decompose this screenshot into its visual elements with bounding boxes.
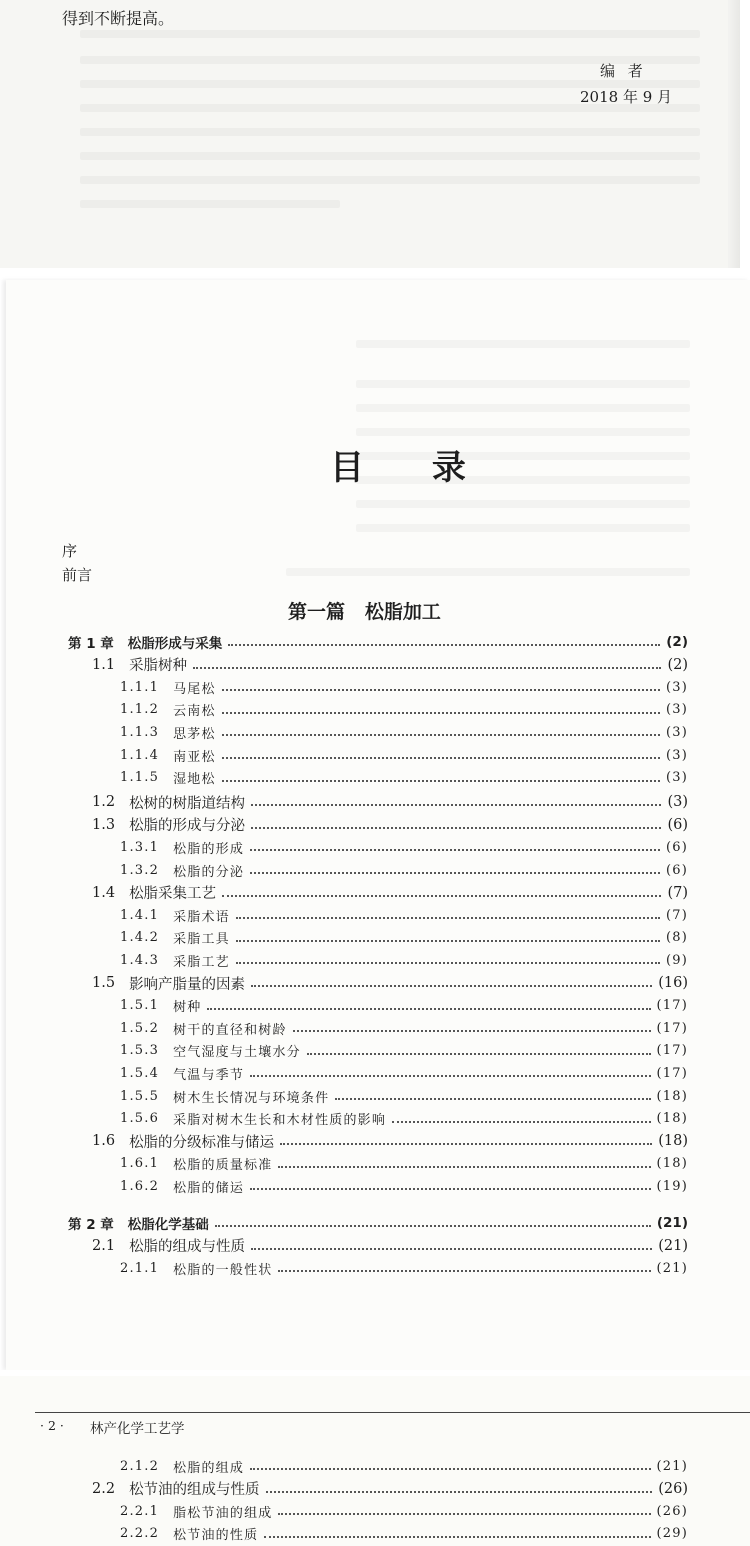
toc-entry-title: 马尾松 [173, 681, 216, 697]
running-header-book-title: 林产化学工艺学 [90, 1421, 185, 1437]
toc-entry-title: 采脂工具 [173, 932, 230, 948]
toc-entry-number: 1.4.1 [120, 907, 160, 923]
toc-entry-page: (17) [656, 1065, 688, 1081]
toc-entry-title: 松脂的一般性状 [173, 1262, 273, 1278]
toc-entry-page: (8) [665, 930, 688, 946]
bleed-through [80, 200, 340, 208]
toc-entry-title: 云南松 [173, 704, 216, 720]
toc-entry-number: 1.6 [92, 1133, 116, 1150]
toc-entry[interactable] [120, 721, 688, 743]
dot-leader [266, 1491, 653, 1493]
toc-entry-number: 1.5 [92, 975, 116, 991]
toc-entry-number: 1.1.2 [120, 702, 160, 718]
bleed-through [356, 380, 690, 388]
bleed-through [356, 524, 690, 532]
toc-entry-number: 1.2 [92, 794, 116, 811]
toc-entry-page: (26) [656, 1503, 688, 1519]
toc-entry[interactable] [120, 1153, 688, 1175]
toc-entry[interactable] [120, 904, 688, 926]
toc-front-item: 序 [62, 542, 78, 560]
toc-entry-title: 树种 [173, 1000, 202, 1016]
dot-leader [250, 1075, 650, 1077]
dot-leader [251, 985, 652, 987]
toc-entry-number: 1.5.6 [120, 1111, 160, 1127]
toc-entry-page: (17) [656, 1043, 688, 1059]
toc-entry-number: 1.5.4 [120, 1065, 160, 1081]
toc-entry[interactable] [120, 836, 688, 858]
toc-entry-number: 1.4 [92, 884, 116, 901]
toc-entry[interactable] [120, 1085, 688, 1107]
toc-entry-page: (29) [656, 1526, 688, 1542]
toc-entry[interactable] [120, 859, 688, 881]
toc-entry-title: 湿地松 [173, 772, 216, 788]
dot-leader [222, 734, 660, 736]
dot-leader [307, 1053, 651, 1055]
dot-leader [222, 689, 660, 691]
toc-entry-page: (18) [658, 1133, 688, 1150]
toc-entry[interactable] [120, 1040, 688, 1062]
toc-entry[interactable] [120, 1108, 688, 1130]
toc-entry-title: 松脂形成与采集 [127, 636, 223, 652]
toc-entry-number: 1.1.4 [120, 747, 160, 763]
toc-entry[interactable] [68, 631, 688, 653]
toc-entry-title: 南亚松 [173, 749, 216, 765]
toc-entry-title: 采脂对树木生长和木材性质的影响 [173, 1113, 387, 1129]
dot-leader [250, 1468, 650, 1470]
toc-entry-page: (21) [656, 1215, 688, 1231]
toc-entry[interactable] [120, 767, 688, 789]
toc-entry-title: 松脂的分级标准与储运 [129, 1134, 275, 1151]
toc-entry-page: (17) [656, 998, 688, 1014]
toc-entry-title: 松脂的分泌 [173, 864, 245, 880]
toc-entry-number: 1.5.5 [120, 1088, 160, 1104]
toc-entry-number: 2.2.2 [120, 1526, 160, 1542]
toc-entry[interactable] [120, 1455, 688, 1477]
dot-leader [392, 1121, 650, 1123]
toc-entry[interactable] [120, 676, 688, 698]
toc-entry[interactable] [120, 1523, 688, 1545]
dot-leader [264, 1536, 650, 1538]
toc-entry-title: 松脂的形成与分泌 [129, 818, 246, 835]
toc-entry-title: 影响产脂量的因素 [129, 976, 246, 993]
preface-date: 2018 年 9 月 [580, 88, 673, 106]
toc-entry[interactable] [92, 791, 688, 813]
dot-leader [250, 872, 660, 874]
toc-entry-number: 2.1 [92, 1237, 116, 1254]
toc-entry-page: (3) [665, 770, 688, 786]
toc-entry-number: 第 2 章 [68, 1217, 114, 1233]
toc-entry[interactable] [120, 699, 688, 721]
toc-entry-title: 松节油的组成与性质 [129, 1482, 260, 1499]
dot-leader [193, 667, 661, 669]
dot-leader [293, 1030, 651, 1032]
toc-entry[interactable] [68, 1212, 688, 1234]
toc-front-item: 前言 [62, 566, 93, 584]
toc-entry-number: 2.1.2 [120, 1458, 160, 1474]
toc-entry-number: 1.6.1 [120, 1156, 160, 1172]
dot-leader [335, 1098, 650, 1100]
toc-entry-page: (16) [658, 975, 688, 991]
toc-entry[interactable] [92, 882, 688, 904]
toc-entry-page: (7) [665, 907, 688, 923]
page-number: · 2 · [40, 1418, 64, 1433]
toc-entry-number: 1.3 [92, 816, 116, 833]
toc-entry-page: (3) [665, 724, 688, 740]
toc-entry-number: 1.1 [92, 656, 116, 673]
toc-entry[interactable] [92, 1478, 688, 1500]
cropped-text-line [62, 0, 720, 3]
dot-leader [250, 1188, 650, 1190]
toc-entry-title: 思茅松 [173, 726, 216, 742]
dot-leader [222, 780, 660, 782]
toc-entry-number: 2.2.1 [120, 1503, 160, 1519]
toc-entry-page: (21) [656, 1260, 688, 1276]
toc-entry[interactable] [120, 1257, 688, 1279]
dot-leader [228, 644, 660, 646]
toc-entry-page: (21) [656, 1458, 688, 1474]
toc-entry-number: 1.5.3 [120, 1043, 160, 1059]
toc-entry-number: 1.1.1 [120, 679, 160, 695]
toc-entry-page: (26) [658, 1480, 688, 1497]
dot-leader [236, 962, 660, 964]
toc-entry-number: 1.4.2 [120, 930, 160, 946]
toc-entry-title: 脂松节油的组成 [173, 1505, 273, 1521]
dot-leader [236, 940, 660, 942]
page-edge [728, 0, 740, 268]
toc-entry[interactable] [120, 1062, 688, 1084]
toc-entry-title: 采脂工艺 [173, 954, 230, 970]
toc-entry-title: 松脂的形成 [173, 841, 245, 857]
toc-entry-title: 树干的直径和树龄 [173, 1022, 287, 1038]
toc-entry[interactable] [120, 1175, 688, 1197]
toc-entry-page: (9) [665, 952, 688, 968]
running-header-rule [35, 1412, 750, 1413]
toc-entry-page: (2) [667, 656, 688, 673]
toc-entry-number: 1.6.2 [120, 1178, 160, 1194]
bleed-through [80, 30, 700, 38]
toc-entry-page: (18) [656, 1156, 688, 1172]
toc-entry-page: (18) [656, 1111, 688, 1127]
toc-entry-title: 松脂采集工艺 [129, 886, 217, 903]
toc-entry-title: 采脂术语 [173, 909, 230, 925]
dot-leader [215, 1225, 651, 1227]
toc-entry-number: 1.1.5 [120, 770, 160, 786]
bleed-through [356, 404, 690, 412]
toc-entry-page: (3) [665, 679, 688, 695]
dot-leader [251, 804, 661, 806]
toc-entry-title: 空气湿度与土壤水分 [173, 1045, 301, 1061]
dot-leader [278, 1166, 650, 1168]
toc-entry[interactable] [92, 1130, 688, 1152]
toc-entry-number: 1.3.1 [120, 839, 160, 855]
toc-entry-title: 松脂的组成 [173, 1460, 245, 1476]
toc-entry-page: (3) [665, 747, 688, 763]
toc-entry[interactable] [92, 654, 688, 676]
toc-entry-page: (19) [656, 1178, 688, 1194]
bleed-through [356, 340, 690, 348]
dot-leader [207, 1008, 650, 1010]
toc-entry-title: 气温与季节 [173, 1067, 245, 1083]
toc-entry-title: 松脂的储运 [173, 1180, 245, 1196]
toc-entry[interactable] [120, 744, 688, 766]
bleed-through [80, 176, 700, 184]
toc-entry[interactable] [120, 1017, 688, 1039]
toc-entry-number: 第 1 章 [68, 636, 114, 652]
preface-page [0, 0, 740, 268]
toc-entry-page: (6) [667, 816, 688, 833]
dot-leader [222, 757, 660, 759]
toc-entry-number: 1.3.2 [120, 862, 160, 878]
dot-leader [250, 849, 660, 851]
toc-entry-page: (6) [665, 862, 688, 878]
toc-entry-number: 2.1.1 [120, 1260, 160, 1276]
toc-entry-title: 树木生长情况与环境条件 [173, 1090, 330, 1106]
toc-entry[interactable] [120, 1500, 688, 1522]
bleed-through [80, 128, 700, 136]
dot-leader [222, 895, 661, 897]
toc-entry-page: (6) [665, 839, 688, 855]
toc-entry-page: (3) [667, 794, 688, 811]
toc-entry[interactable] [92, 814, 688, 836]
toc-entry-page: (3) [665, 702, 688, 718]
toc-entry-title: 松树的树脂道结构 [129, 795, 246, 812]
dot-leader [222, 712, 660, 714]
toc-entry[interactable] [120, 949, 688, 971]
toc-entry[interactable] [120, 927, 688, 949]
bleed-through [80, 152, 700, 160]
toc-entry-page: (17) [656, 1020, 688, 1036]
toc-entry-page: (21) [658, 1237, 688, 1254]
toc-entry-page: (7) [667, 884, 688, 901]
bleed-through [286, 568, 690, 576]
toc-entry[interactable] [120, 995, 688, 1017]
part-title: 第一篇 松脂加工 [288, 601, 441, 623]
preface-signature: 编 者 [600, 62, 647, 80]
toc-entry-page: (2) [666, 634, 688, 650]
dot-leader [251, 827, 661, 829]
toc-entry-number: 1.4.3 [120, 952, 160, 968]
dot-leader [280, 1143, 652, 1145]
toc-entry[interactable] [92, 972, 688, 994]
dot-leader [278, 1270, 650, 1272]
toc-entry-title: 松脂的组成与性质 [129, 1239, 246, 1256]
bleed-through [356, 428, 690, 436]
bleed-through [356, 500, 690, 508]
toc-entry-title: 松节油的性质 [173, 1528, 259, 1544]
toc-entry-title: 松脂化学基础 [127, 1217, 209, 1233]
preface-last-line: 得到不断提高。 [62, 9, 175, 28]
toc-entry-number: 1.5.2 [120, 1020, 160, 1036]
toc-entry-title: 采脂树种 [129, 658, 188, 675]
toc-entry-title: 松脂的质量标准 [173, 1158, 273, 1174]
toc-entry-page: (18) [656, 1088, 688, 1104]
dot-leader [278, 1513, 650, 1515]
toc-entry[interactable] [92, 1235, 688, 1257]
toc-entry-number: 1.1.3 [120, 724, 160, 740]
page-title: 目 录 [330, 448, 494, 488]
page-gap [0, 268, 750, 280]
toc-entry-number: 1.5.1 [120, 998, 160, 1014]
dot-leader [236, 917, 660, 919]
toc-entry-number: 2.2 [92, 1480, 116, 1497]
dot-leader [251, 1248, 652, 1250]
